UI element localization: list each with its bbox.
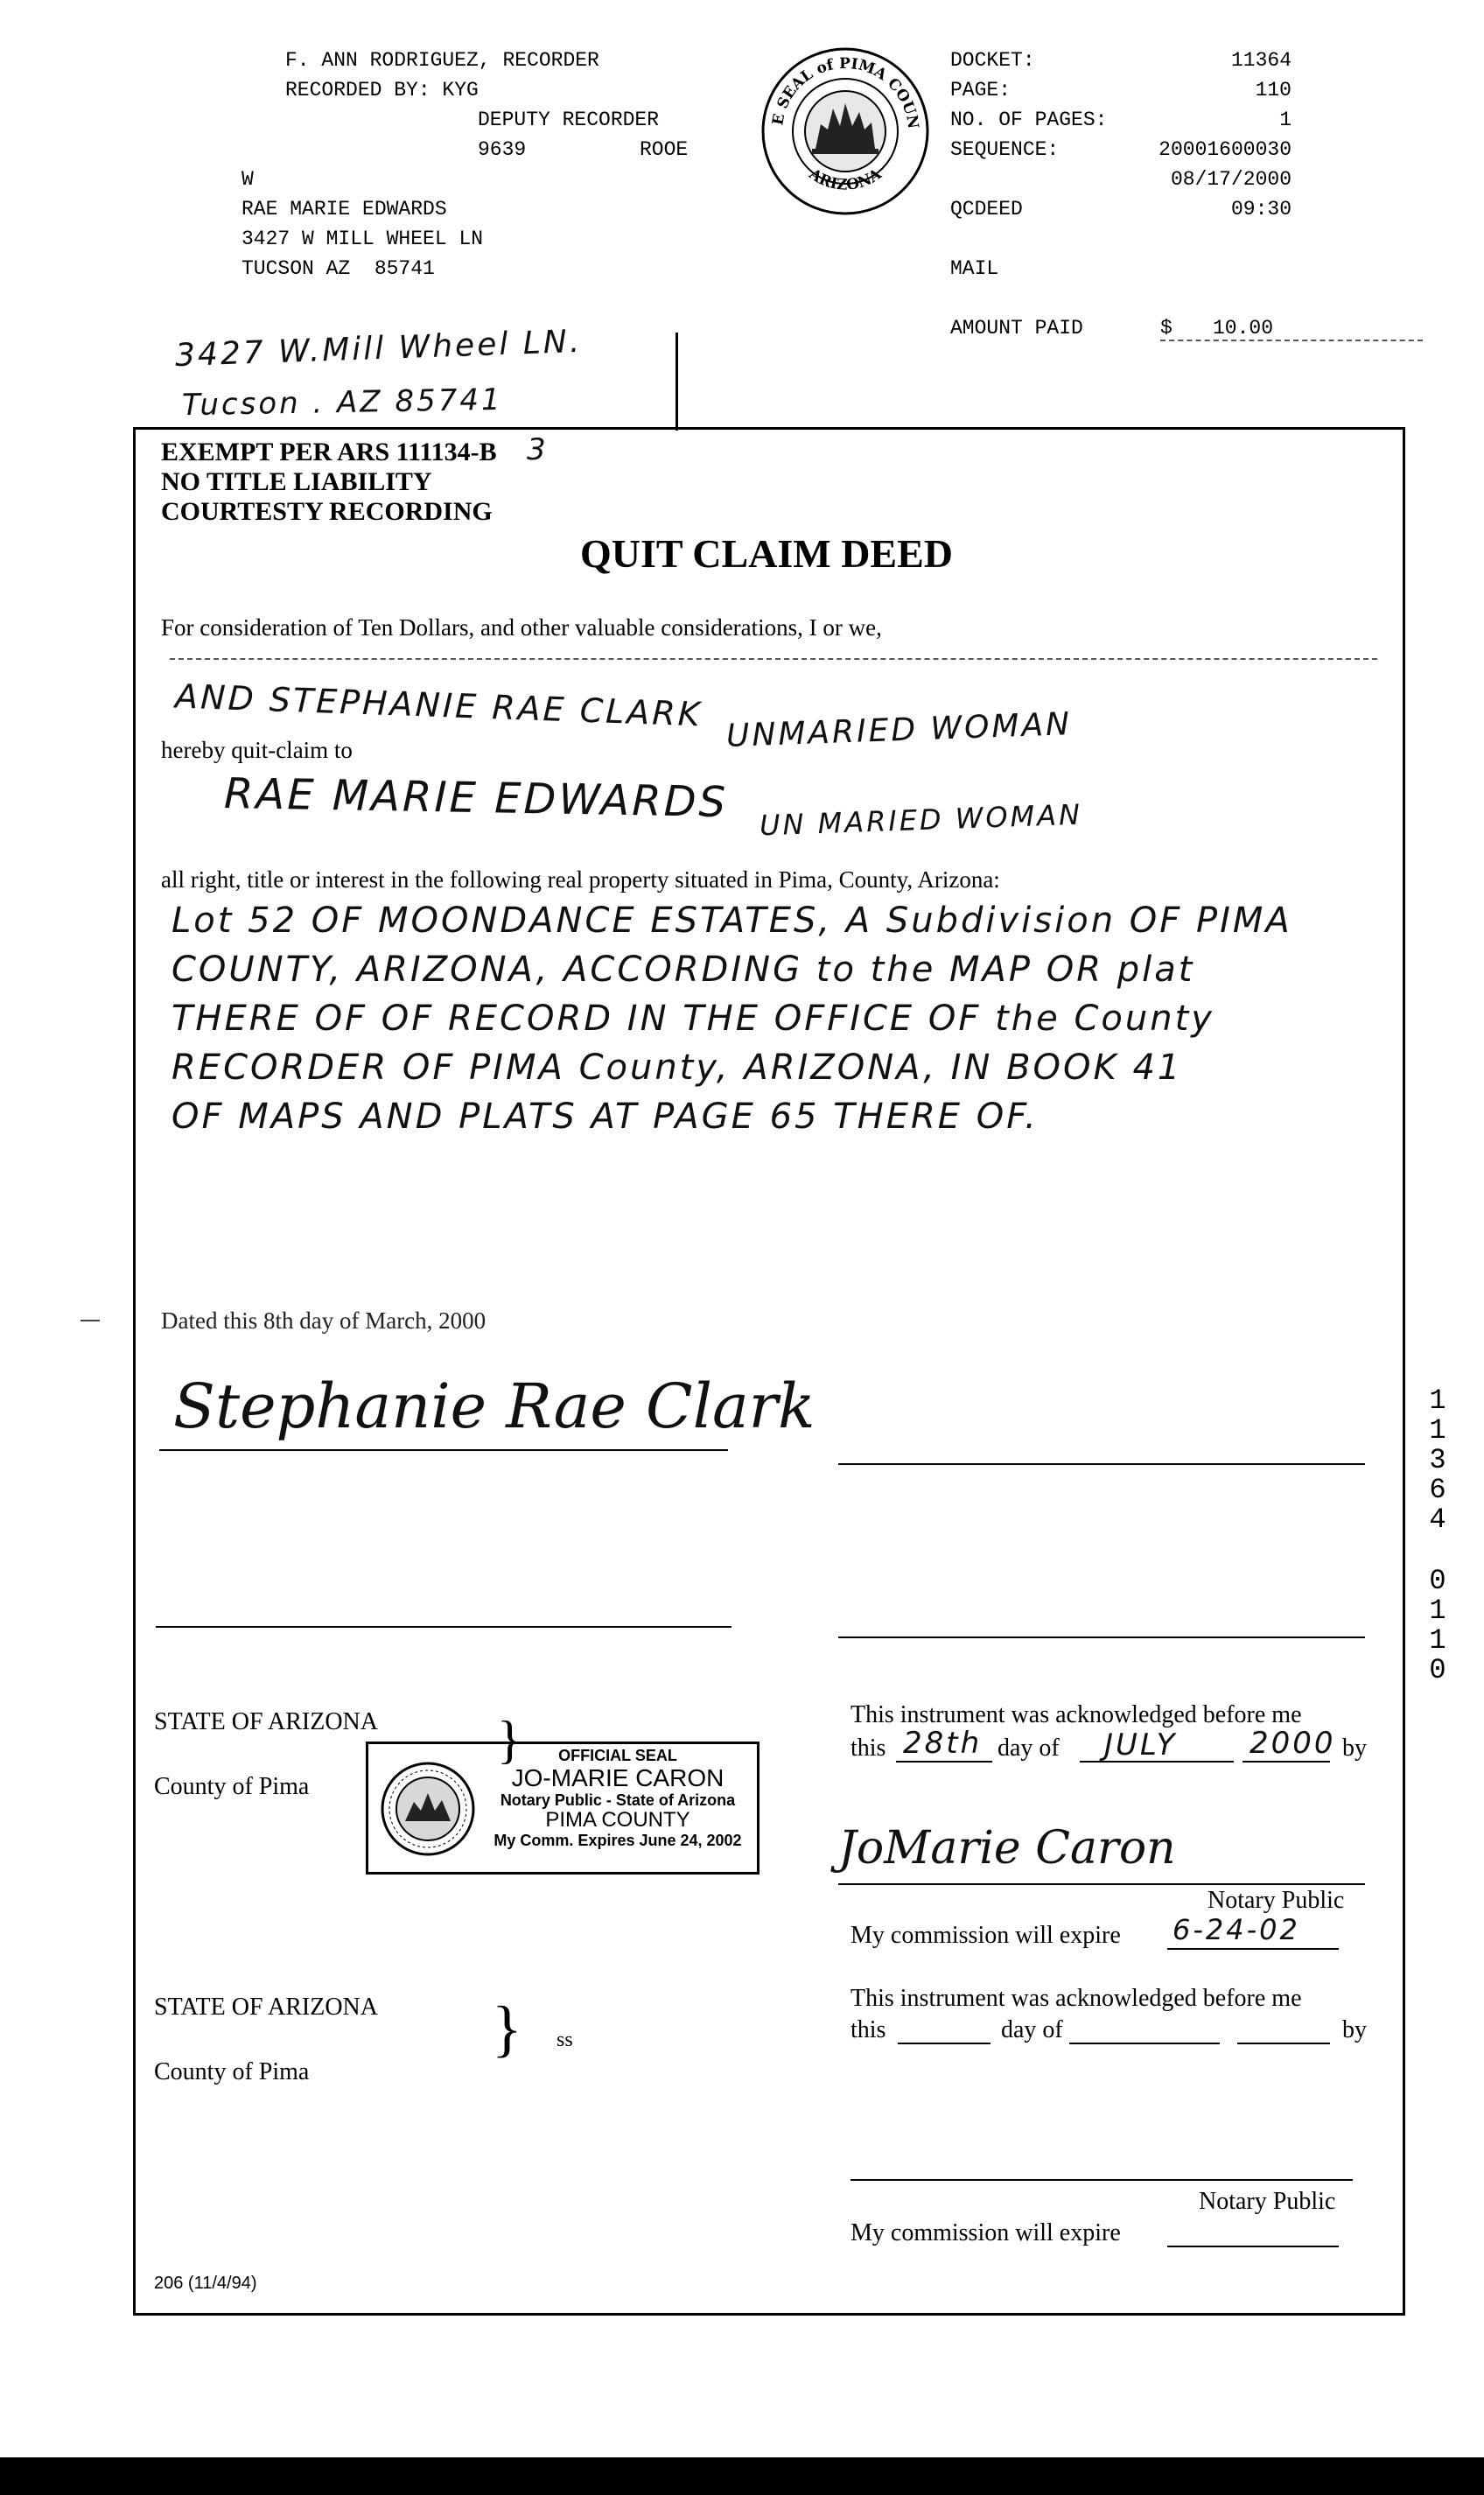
exempt-line: EXEMPT PER ARS 111134-B xyxy=(161,438,497,466)
addressee-city: TUCSON AZ 85741 xyxy=(242,257,435,280)
notary2-brace: } xyxy=(492,1994,522,2064)
side-page-number: 0110 xyxy=(1429,1565,1446,1686)
no-title-liability: NO TITLE LIABILITY xyxy=(161,467,432,496)
notary2-day-line xyxy=(898,2043,990,2044)
notary1-expire-date: 6-24-02 xyxy=(1172,1913,1300,1946)
notary2-by: by xyxy=(1342,2016,1367,2043)
signature-line-4 xyxy=(838,1636,1365,1638)
seal-official: OFFICIAL SEAL xyxy=(558,1747,677,1764)
notary-seal-stamp xyxy=(366,1742,760,1875)
notary1-signature-line xyxy=(838,1883,1365,1885)
pages-value: 1 xyxy=(1279,109,1292,131)
notary2-county: County of Pima xyxy=(154,2058,310,2085)
notary1-brace: } xyxy=(497,1711,522,1769)
seal-notary-role: Notary Public - State of Arizona xyxy=(500,1791,736,1809)
w-mark: W xyxy=(242,168,254,191)
legal-line-5: OF MAPS AND PLATS AT PAGE 65 THERE OF. xyxy=(172,1097,1039,1137)
grantor-signature: Stephanie Rae Clark xyxy=(173,1370,816,1442)
scan-bottom-edge xyxy=(0,2457,1484,2495)
notary2-this: this xyxy=(850,2016,886,2043)
notary2-day-of: day of xyxy=(1001,2016,1063,2043)
notary2-commission: My commission will expire xyxy=(850,2219,1121,2246)
property-intro: all right, title or interest in the following real property situated in Pima, County, Arizona: xyxy=(161,866,1000,893)
notary2-expire-line xyxy=(1167,2246,1339,2247)
deputy-recorder: DEPUTY RECORDER xyxy=(478,109,660,131)
courtesy-recording: COURTESTY RECORDING xyxy=(161,497,493,526)
recorder-name: F. ANN RODRIGUEZ, RECORDER xyxy=(285,49,599,72)
arizona-seal-icon xyxy=(379,1760,477,1858)
amount-label: AMOUNT PAID xyxy=(950,317,1083,340)
docket-label: DOCKET: xyxy=(950,49,1035,72)
pima-county-seal xyxy=(760,46,931,217)
scan-mark-left xyxy=(80,1320,100,1321)
notary1-by: by xyxy=(1342,1735,1367,1762)
legal-line-4: RECORDER OF PIMA County, ARIZONA, IN BOOK 41 xyxy=(172,1048,1183,1088)
seal-top-text: E SEAL of PIMA COUN xyxy=(769,54,922,130)
notary1-day-of: day of xyxy=(998,1735,1060,1762)
notary2-ss: ss xyxy=(556,2029,573,2051)
deputy-code: ROOE xyxy=(640,138,689,161)
notary2-public: Notary Public xyxy=(1199,2188,1336,2215)
addressee-street: 3427 W MILL WHEEL LN xyxy=(242,228,484,250)
seal-bottom-text: ARIZONA xyxy=(805,165,886,194)
notary1-public: Notary Public xyxy=(1208,1887,1345,1914)
notary2-year-line xyxy=(1237,2043,1330,2044)
grantor-status-handwritten: UNMARIED WOMAN xyxy=(725,706,1073,754)
notary1-month-line xyxy=(1080,1761,1234,1763)
notary2-ack-line: This instrument was acknowledged before me xyxy=(850,1985,1302,2012)
mail-label: MAIL xyxy=(950,257,999,280)
seal-expires: My Comm. Expires June 24, 2002 xyxy=(494,1831,742,1849)
notary1-county: County of Pima xyxy=(154,1773,310,1800)
pages-label: NO. OF PAGES: xyxy=(950,109,1108,131)
notary1-this: this xyxy=(850,1735,886,1762)
signature-line-1 xyxy=(159,1449,728,1451)
notary1-state: STATE OF ARIZONA xyxy=(154,1708,378,1735)
notary1-day-line xyxy=(896,1761,992,1763)
grantor-handwritten: AND STEPHANIE RAE CLARK xyxy=(174,676,704,734)
exempt-handwritten: 3 xyxy=(527,432,549,467)
notary1-year-line xyxy=(1242,1761,1330,1763)
handwritten-address-line1: 3427 W.Mill Wheel LN. xyxy=(174,323,583,375)
page-value: 110 xyxy=(1255,79,1292,102)
notary2-month-line xyxy=(1069,2043,1220,2044)
notary1-commission: My commission will expire xyxy=(850,1922,1121,1949)
amount-underline xyxy=(1160,340,1423,341)
handwritten-address-line2: Tucson . AZ 85741 xyxy=(181,382,503,424)
quit-claim-to: hereby quit-claim to xyxy=(161,737,353,763)
grantee-handwritten: RAE MARIE EDWARDS xyxy=(223,768,729,828)
legal-line-2: COUNTY, ARIZONA, ACCORDING to the MAP OR plat xyxy=(172,950,1195,990)
sequence-value: 20001600030 xyxy=(1158,138,1292,161)
docket-value: 11364 xyxy=(1230,49,1292,72)
side-docket-number: 11364 xyxy=(1429,1384,1446,1536)
legal-line-3: THERE OF OF RECORD IN THE OFFICE OF the County xyxy=(172,999,1214,1039)
signature-line-2 xyxy=(838,1463,1365,1465)
record-date: 08/17/2000 xyxy=(1170,168,1292,191)
notary2-signature-line xyxy=(850,2179,1353,2181)
consideration-text: For consideration of Ten Dollars, and other valuable considerations, I or we, xyxy=(161,614,882,641)
deed-title: QUIT CLAIM DEED xyxy=(580,531,953,576)
address-divider xyxy=(676,333,678,431)
dated-line: Dated this 8th day of March, 2000 xyxy=(161,1307,486,1334)
notary1-ack-line: This instrument was acknowledged before me xyxy=(850,1701,1302,1728)
addressee-name: RAE MARIE EDWARDS xyxy=(242,198,447,221)
signature-line-3 xyxy=(156,1626,732,1628)
amount-value: 10.00 xyxy=(1213,317,1274,340)
amount-currency: $ xyxy=(1160,317,1172,340)
grantor-dashed-line xyxy=(170,658,1377,660)
notary1-expire-line xyxy=(1167,1948,1339,1950)
legal-line-1: Lot 52 OF MOONDANCE ESTATES, A Subdivision OF PIMA xyxy=(172,901,1292,941)
seal-county: PIMA COUNTY xyxy=(545,1808,690,1833)
notary2-state: STATE OF ARIZONA xyxy=(154,1994,378,2021)
page-label: PAGE: xyxy=(950,79,1012,102)
deputy-number: 9639 xyxy=(478,138,527,161)
recorded-by: RECORDED BY: KYG xyxy=(285,79,479,102)
legal-description xyxy=(172,896,1292,1141)
form-number: 206 (11/4/94) xyxy=(154,2274,257,2293)
sequence-label: SEQUENCE: xyxy=(950,138,1060,161)
notary1-month: JULY xyxy=(1104,1728,1178,1763)
grantee-status-handwritten: UN MARIED WOMAN xyxy=(759,797,1083,843)
record-time: 09:30 xyxy=(1230,198,1292,221)
notary1-year: 2000 xyxy=(1250,1726,1336,1761)
notary1-day: 28th xyxy=(903,1726,983,1761)
notary1-signature: JoMarie Caron xyxy=(838,1822,1176,1875)
doc-type: QCDEED xyxy=(950,198,1023,221)
seal-notary-name: JO-MARIE CARON xyxy=(511,1763,724,1791)
